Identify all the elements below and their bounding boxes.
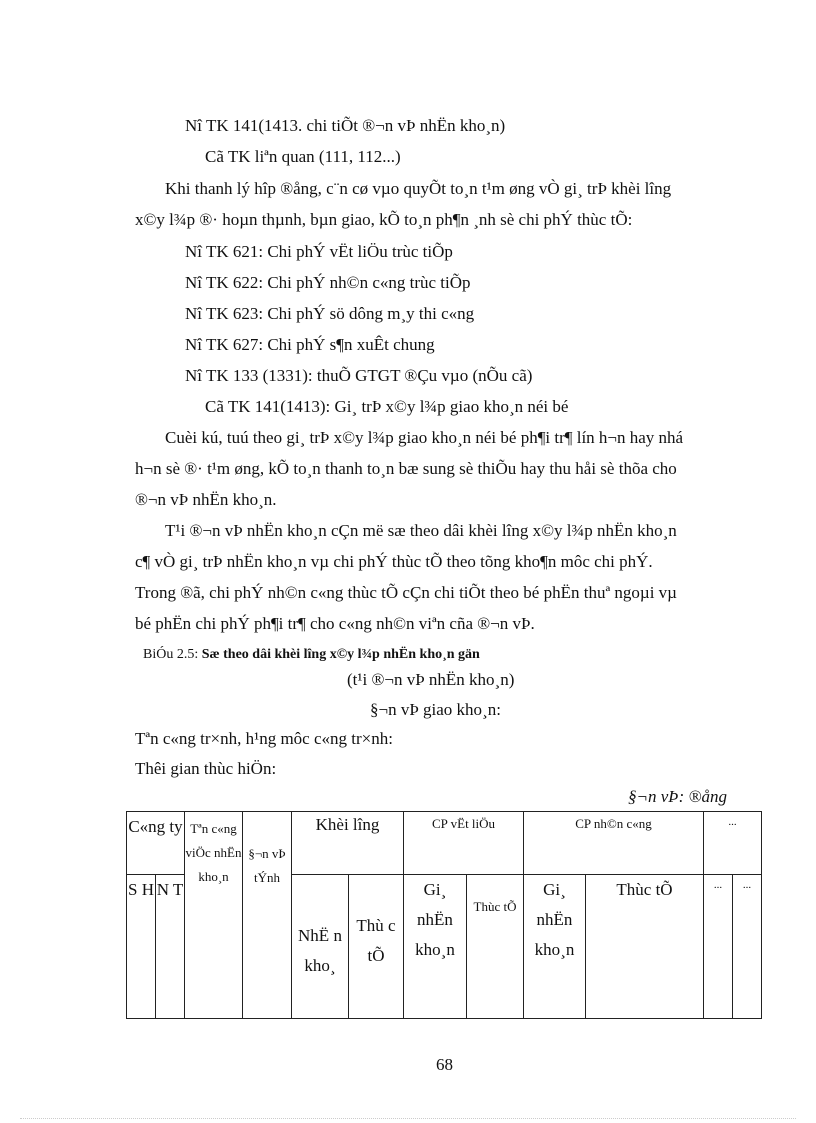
currency-unit-label: §¬n vÞ: ®ång <box>628 787 727 806</box>
paragraph-3-line-3: Trong ®ã, chi phÝ nh©n c«ng thùc tÕ cÇn chi tiÕt theo bé phËn thuª ngoµi vµ <box>135 583 677 602</box>
assigning-unit-label: §¬n vÞ giao kho¸n: <box>370 700 501 719</box>
entry-debit-141: Nî TK 141(1413. chi tiÕt ®¬n vÞ nhËn kho¸n) <box>185 116 506 135</box>
execution-time-label: Thêi gian thùc hiÖn: <box>135 759 277 778</box>
entry-debit-133: Nî TK 133 (1331): thuÕ GTGT ®Çu vµo (nÕu cã) <box>185 366 533 385</box>
col-quantity-actual: Thù c tÕ <box>349 875 404 1019</box>
paragraph-2-line-3: ®¬n vÞ nhËn kho¸n. <box>135 490 277 509</box>
col-more-2: ... <box>733 875 762 1019</box>
header-voucher: C«ng ty <box>127 812 185 875</box>
paragraph-1-line-1: Khi thanh lý hîp ®ång, c¨n cø vµo quyÕt to¸n t¹m øng vÒ gi¸ trÞ khèi lîng <box>165 179 672 198</box>
paragraph-3-line-4: bé phËn chi phÝ ph¶i tr¶ cho c«ng nh©n viªn cña ®¬n vÞ. <box>135 614 535 633</box>
col-labor-actual: Thùc tÕ <box>586 875 704 1019</box>
header-more: ... <box>704 812 762 875</box>
entry-debit-621: Nî TK 621: Chi phÝ vËt liÖu trùc tiÕp <box>185 242 453 261</box>
page-number: 68 <box>436 1055 453 1074</box>
header-labor-cost: CP nh©n c«ng <box>524 812 704 875</box>
col-labor-contracted: Gi¸ nhËn kho¸n <box>524 875 586 1019</box>
caption-subtitle: (t¹i ®¬n vÞ nhËn kho¸n) <box>347 670 515 689</box>
entry-debit-622: Nî TK 622: Chi phÝ nh©n c«ng trùc tiÕp <box>185 273 471 292</box>
entry-credit-141: Cã TK 141(1413): Gi¸ trÞ x©y l¾p giao kho¸n néi bé <box>205 397 569 416</box>
entry-debit-627: Nî TK 627: Chi phÝ s¶n xuÊt chung <box>185 335 435 354</box>
col-voucher-number: S H <box>127 875 156 1019</box>
paragraph-2-line-1: Cuèi kú, tuú theo gi¸ trÞ x©y l¾p giao kho¸n néi bé ph¶i tr¶ lín h¬n hay nhá <box>165 428 684 447</box>
col-material-contracted: Gi¸ nhËn kho¸n <box>404 875 467 1019</box>
header-quantity: Khèi lîng <box>292 812 404 875</box>
entry-debit-623: Nî TK 623: Chi phÝ sö dông m¸y thi c«ng <box>185 304 475 323</box>
col-voucher-date: N T <box>156 875 185 1019</box>
ledger-table <box>126 811 762 1019</box>
col-quantity-contracted: NhË n kho¸ <box>292 875 349 1019</box>
page-divider <box>20 1118 796 1119</box>
paragraph-1-line-2: x©y l¾p ®· hoµn thµnh, bµn giao, kÕ to¸n ph¶n ¸nh sè chi phÝ thùc tÕ: <box>135 210 633 229</box>
paragraph-3-line-1: T¹i ®¬n vÞ nhËn kho¸n cÇn më sæ theo dâi khèi lîng x©y l¾p nhËn kho¸n <box>165 521 677 540</box>
header-unit: §¬n vÞ tÝnh <box>243 812 292 1019</box>
caption-title: Sæ theo dâi khèi lîng x©y l¾p nhËn kho¸n gän <box>201 647 480 662</box>
project-name-label: Tªn c«ng tr×nh, h¹ng môc c«ng tr×nh: <box>135 729 393 748</box>
col-material-actual: Thùc tÕ <box>467 875 524 1019</box>
col-more-1: ... <box>704 875 733 1019</box>
header-task-name: Tªn c«ng viÖc nhËn kho¸n <box>185 812 243 1019</box>
header-material-cost: CP vËt liÖu <box>404 812 524 875</box>
entry-credit-related: Cã TK liªn quan (111, 112...) <box>205 147 401 166</box>
caption-prefix: BiÓu 2.5: <box>143 647 202 662</box>
paragraph-2-line-2: h¬n sè ®· t¹m øng, kÕ to¸n thanh to¸n bæ sung sè thiÕu hay thu håi sè thõa cho <box>135 459 677 478</box>
paragraph-3-line-2: c¶ vÒ gi¸ trÞ nhËn kho¸n vµ chi phÝ thùc tÕ theo tõng kho¶n môc chi phÝ. <box>135 552 653 571</box>
figure-caption <box>143 645 480 665</box>
